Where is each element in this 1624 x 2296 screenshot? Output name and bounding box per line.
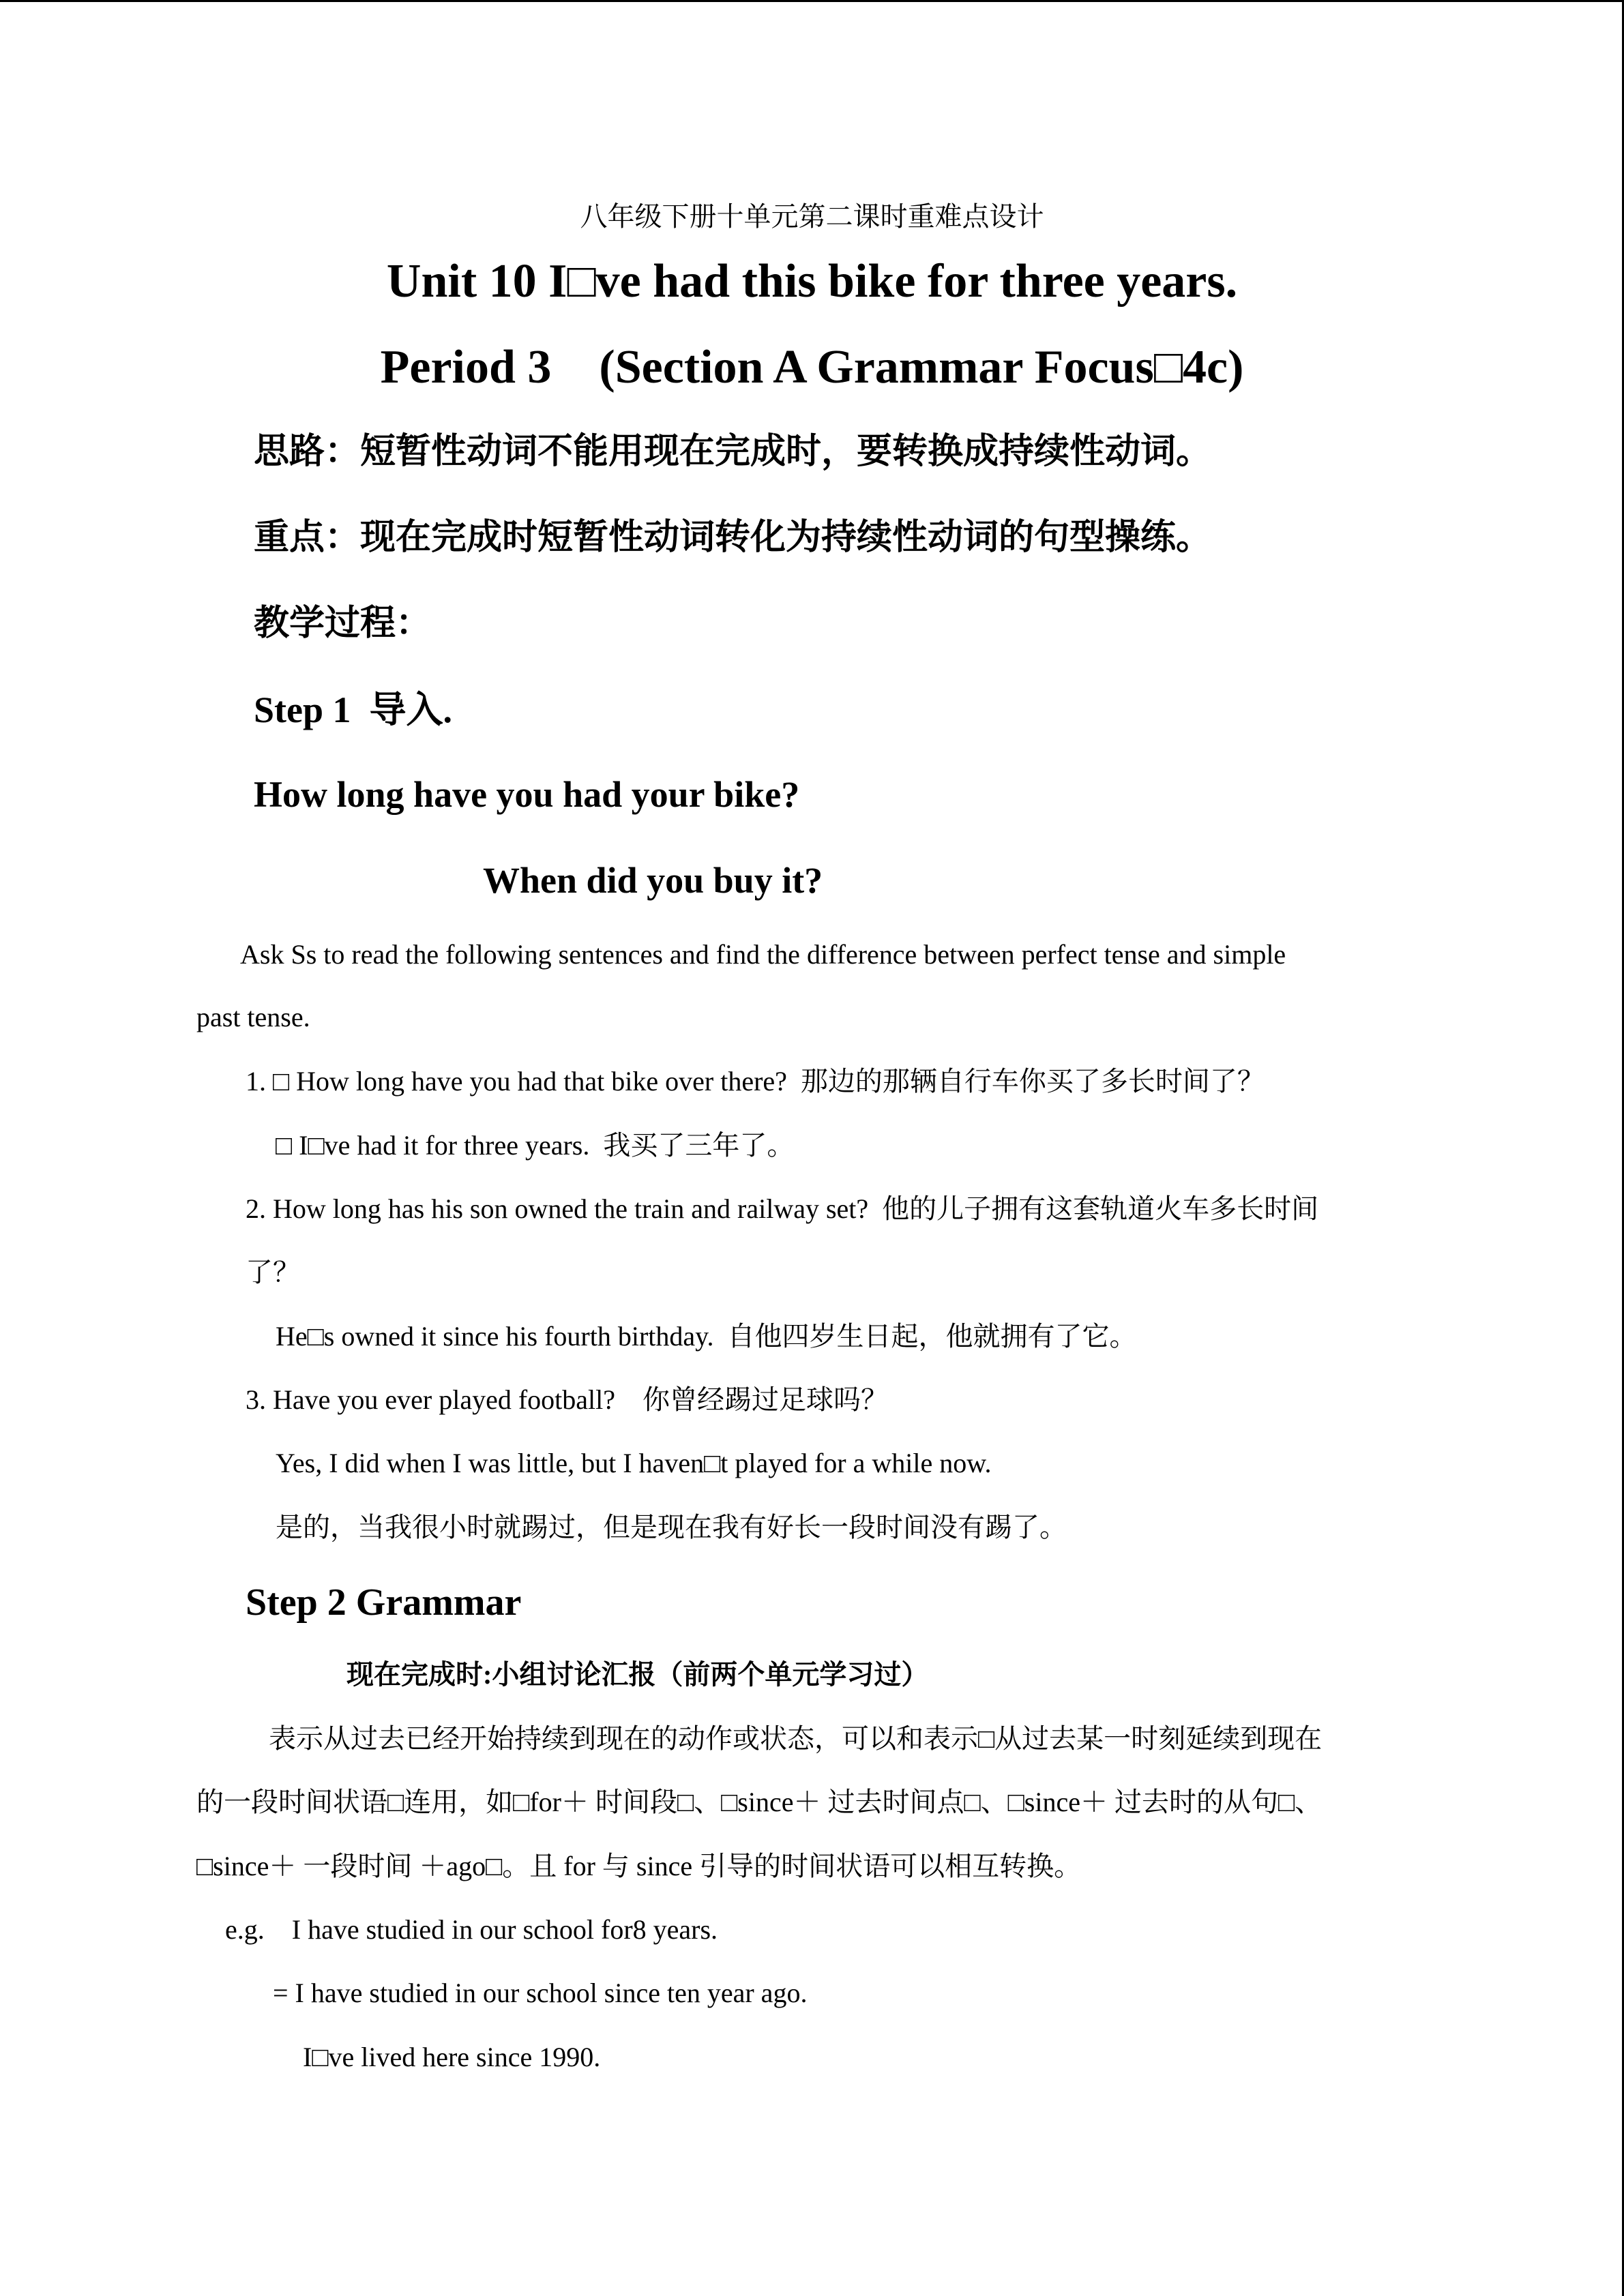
step2-heading: Step 2 Grammar [246,1581,522,1624]
step1-heading: Step 1 导入. [254,689,453,730]
zhongdian-line: 重点：现在完成时短暂性动词转化为持续性动词的句型操练。 [254,517,1212,558]
process-label: 教学过程： [254,603,432,644]
document-subtitle: 八年级下册十单元第二课时重难点设计 [580,201,1044,232]
example-sentence-2: = I have studied in our school since ten year ago. [273,1978,808,2008]
grammar-paragraph-line-1: 表示从过去已经开始持续到现在的动作或状态，可以和表示□从过去某一时刻延续到现在 [269,1723,1323,1754]
example-3-question: 3. Have you ever played football? 你曾经踢过足球吗？ [246,1384,889,1415]
top-border-line [0,0,1624,2]
step1-question-when: When did you buy it? [483,860,823,901]
step2-subheading: 现在完成时:小组讨论汇报（前两个单元学习过） [346,1659,929,1690]
example-sentence-3: I□ve lived here since 1990. [303,2042,601,2072]
grammar-paragraph-line-3: □since＋ 一段时间 ＋ago□。且 for 与 since 引导的时间状语可以相互转换。 [196,1851,1082,1881]
example-1-question: 1. □ How long have you had that bike over there? 那边的那辆自行车你买了多长时间了？ [246,1066,1265,1097]
instruction-line-2: past tense. [196,1002,310,1032]
example-2-answer: He□s owned it since his fourth birthday. 自他四岁生日起，他就拥有了它。 [276,1321,1137,1352]
example-2-question-cont: 了？ [246,1257,300,1287]
example-2-question: 2. How long has his son owned the train and railway set? 他的儿子拥有这套轨道火车多长时间 [246,1193,1319,1224]
step1-question-how-long: How long have you had your bike? [254,774,800,815]
example-3-answer-translation: 是的，当我很小时就踢过，但是现在我有好长一段时间没有踢了。 [276,1512,1067,1542]
silu-line: 思路：短暂性动词不能用现在完成时，要转换成持续性动词。 [254,431,1212,472]
document-title-period: Period 3 (Section A Grammar Focus□4c) [380,341,1244,393]
example-3-answer: Yes, I did when I was little, but I haven□t played for a while now. [276,1448,992,1478]
example-sentence-1: e.g. I have studied in our school for8 years. [225,1914,718,1945]
document-title-unit: Unit 10 I□ve had this bike for three years. [386,255,1238,308]
grammar-paragraph-line-2: 的一段时间状语□连用，如□for＋ 时间段□、□since＋ 过去时间点□、□since＋ 过去时的从句□、 [196,1787,1323,1817]
example-1-answer: □ I□ve had it for three years. 我买了三年了。 [276,1130,795,1161]
instruction-line-1: Ask Ss to read the following sentences and find the difference between perfect tense and simple [240,939,1286,970]
